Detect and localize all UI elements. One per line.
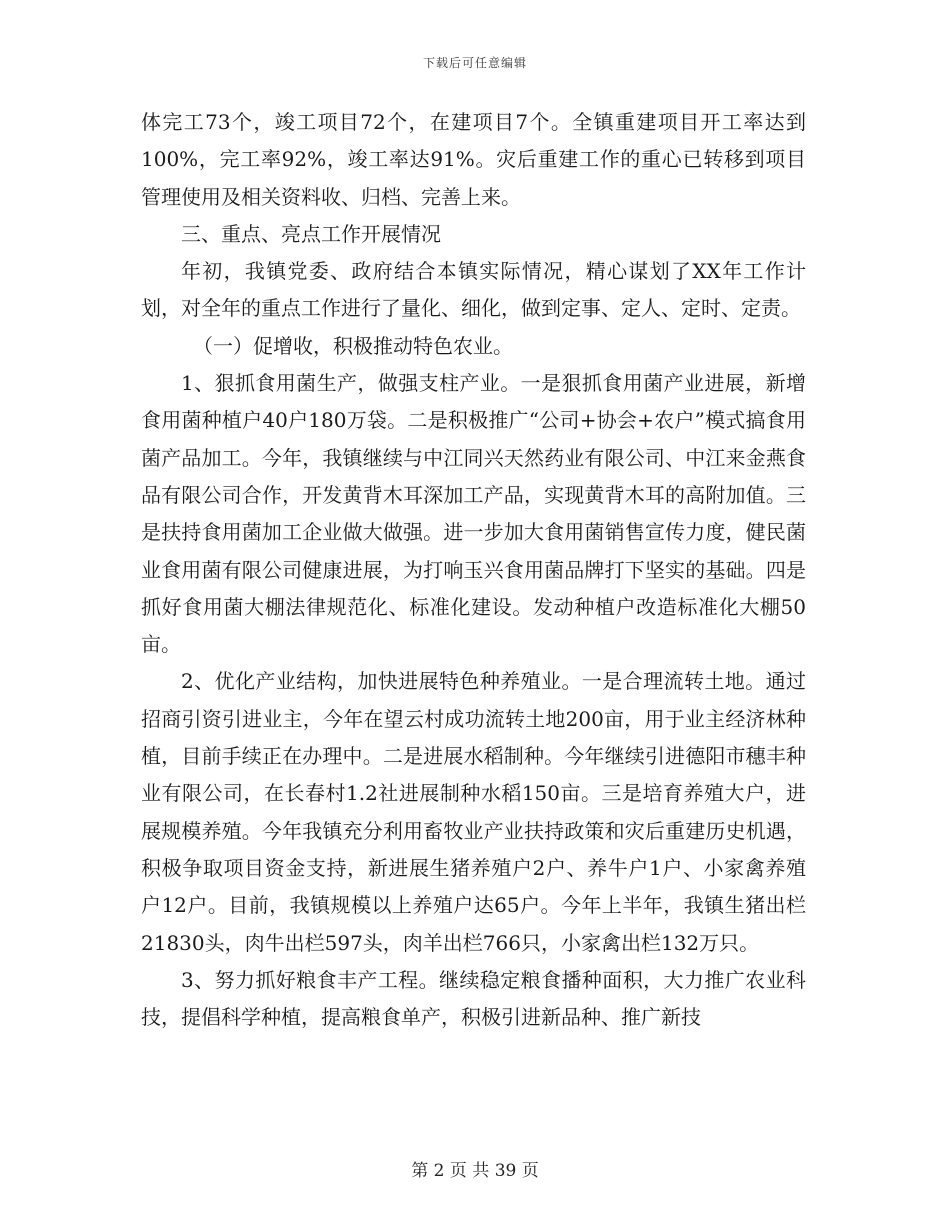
footer-prefix: 第 — [411, 1161, 429, 1181]
section-heading: 三、重点、亮点工作开展情况 — [181, 221, 441, 246]
footer-page-number: 2 — [433, 1161, 445, 1181]
footer-total-pages: 39 — [494, 1161, 517, 1181]
subsection-heading: （一）促增收，积极推动特色农业。 — [193, 333, 513, 358]
paragraph-continuation: 体完工73个，竣工项目72个，在建项目7个。全镇重建项目开工率达到100%，完工率92%，竣工率达91%。灾后重建工作的重心已转移到项目管理使用及相关资料收、归档、完善上来。 — [141, 110, 806, 209]
footer-suffix: 页 — [521, 1161, 539, 1181]
footer-middle: 页 共 — [449, 1161, 490, 1181]
paragraph-item-1: 1、狠抓食用菌生产，做强支柱产业。一是狠抓食用菌产业进展，新增食用菌种植户40户180万袋。二是积极推广“公司+协会+农户”模式搞食用菌产品加工。今年，我镇继续与中江同兴天然药业有限公司、中江来金燕食品有限公司合作，开发黄背木耳深加工产品，实现黄背木耳的高附加值。三是扶持食用菌加工企业做大做强。进一步加大食用菌销售宣传力度，健民菌业食用菌有限公司健康进展，为打响玉兴食用菌品牌打下坚实的基础。四是抓好食用菌大棚法律规范化、标准化建设。发动种植户改造标准化大棚50亩。 — [141, 371, 806, 657]
paragraph-intro: 年初，我镇党委、政府结合本镇实际情况，精心谋划了XX年工作计划，对全年的重点工作进行了量化、细化，做到定事、定人、定时、定责。 — [141, 259, 806, 321]
paragraph-item-2: 2、优化产业结构，加快进展特色种养殖业。一是合理流转土地。通过招商引资引进业主，今年在望云村成功流转土地200亩，用于业主经济林种植，目前手续正在办理中。二是进展水稻制种。今年继续引进德阳市穗丰种业有限公司，在长春村1.2社进展制种水稻150亩。三是培育养殖大户，进展规模养殖。今年我镇充分利用畜牧业产业扶持政策和灾后重建历史机遇，积极争取项目资金支持，新进展生猪养殖户2户、养牛户1户、小家禽养殖户12户。目前，我镇规模以上养殖户达65户。今年上半年，我镇生猪出栏21830头，肉牛出栏597头，肉羊出栏766只，小家禽出栏132万只。 — [141, 669, 806, 955]
document-body — [141, 104, 806, 1036]
page-header: 下载后可任意编辑 — [422, 56, 527, 70]
page-footer — [0, 1156, 950, 1181]
paragraph-item-3: 3、努力抓好粮食丰产工程。继续稳定粮食播种面积，大力推广农业科技，提倡科学种植，提高粮食单产，积极引进新品种、推广新技 — [141, 967, 806, 1030]
